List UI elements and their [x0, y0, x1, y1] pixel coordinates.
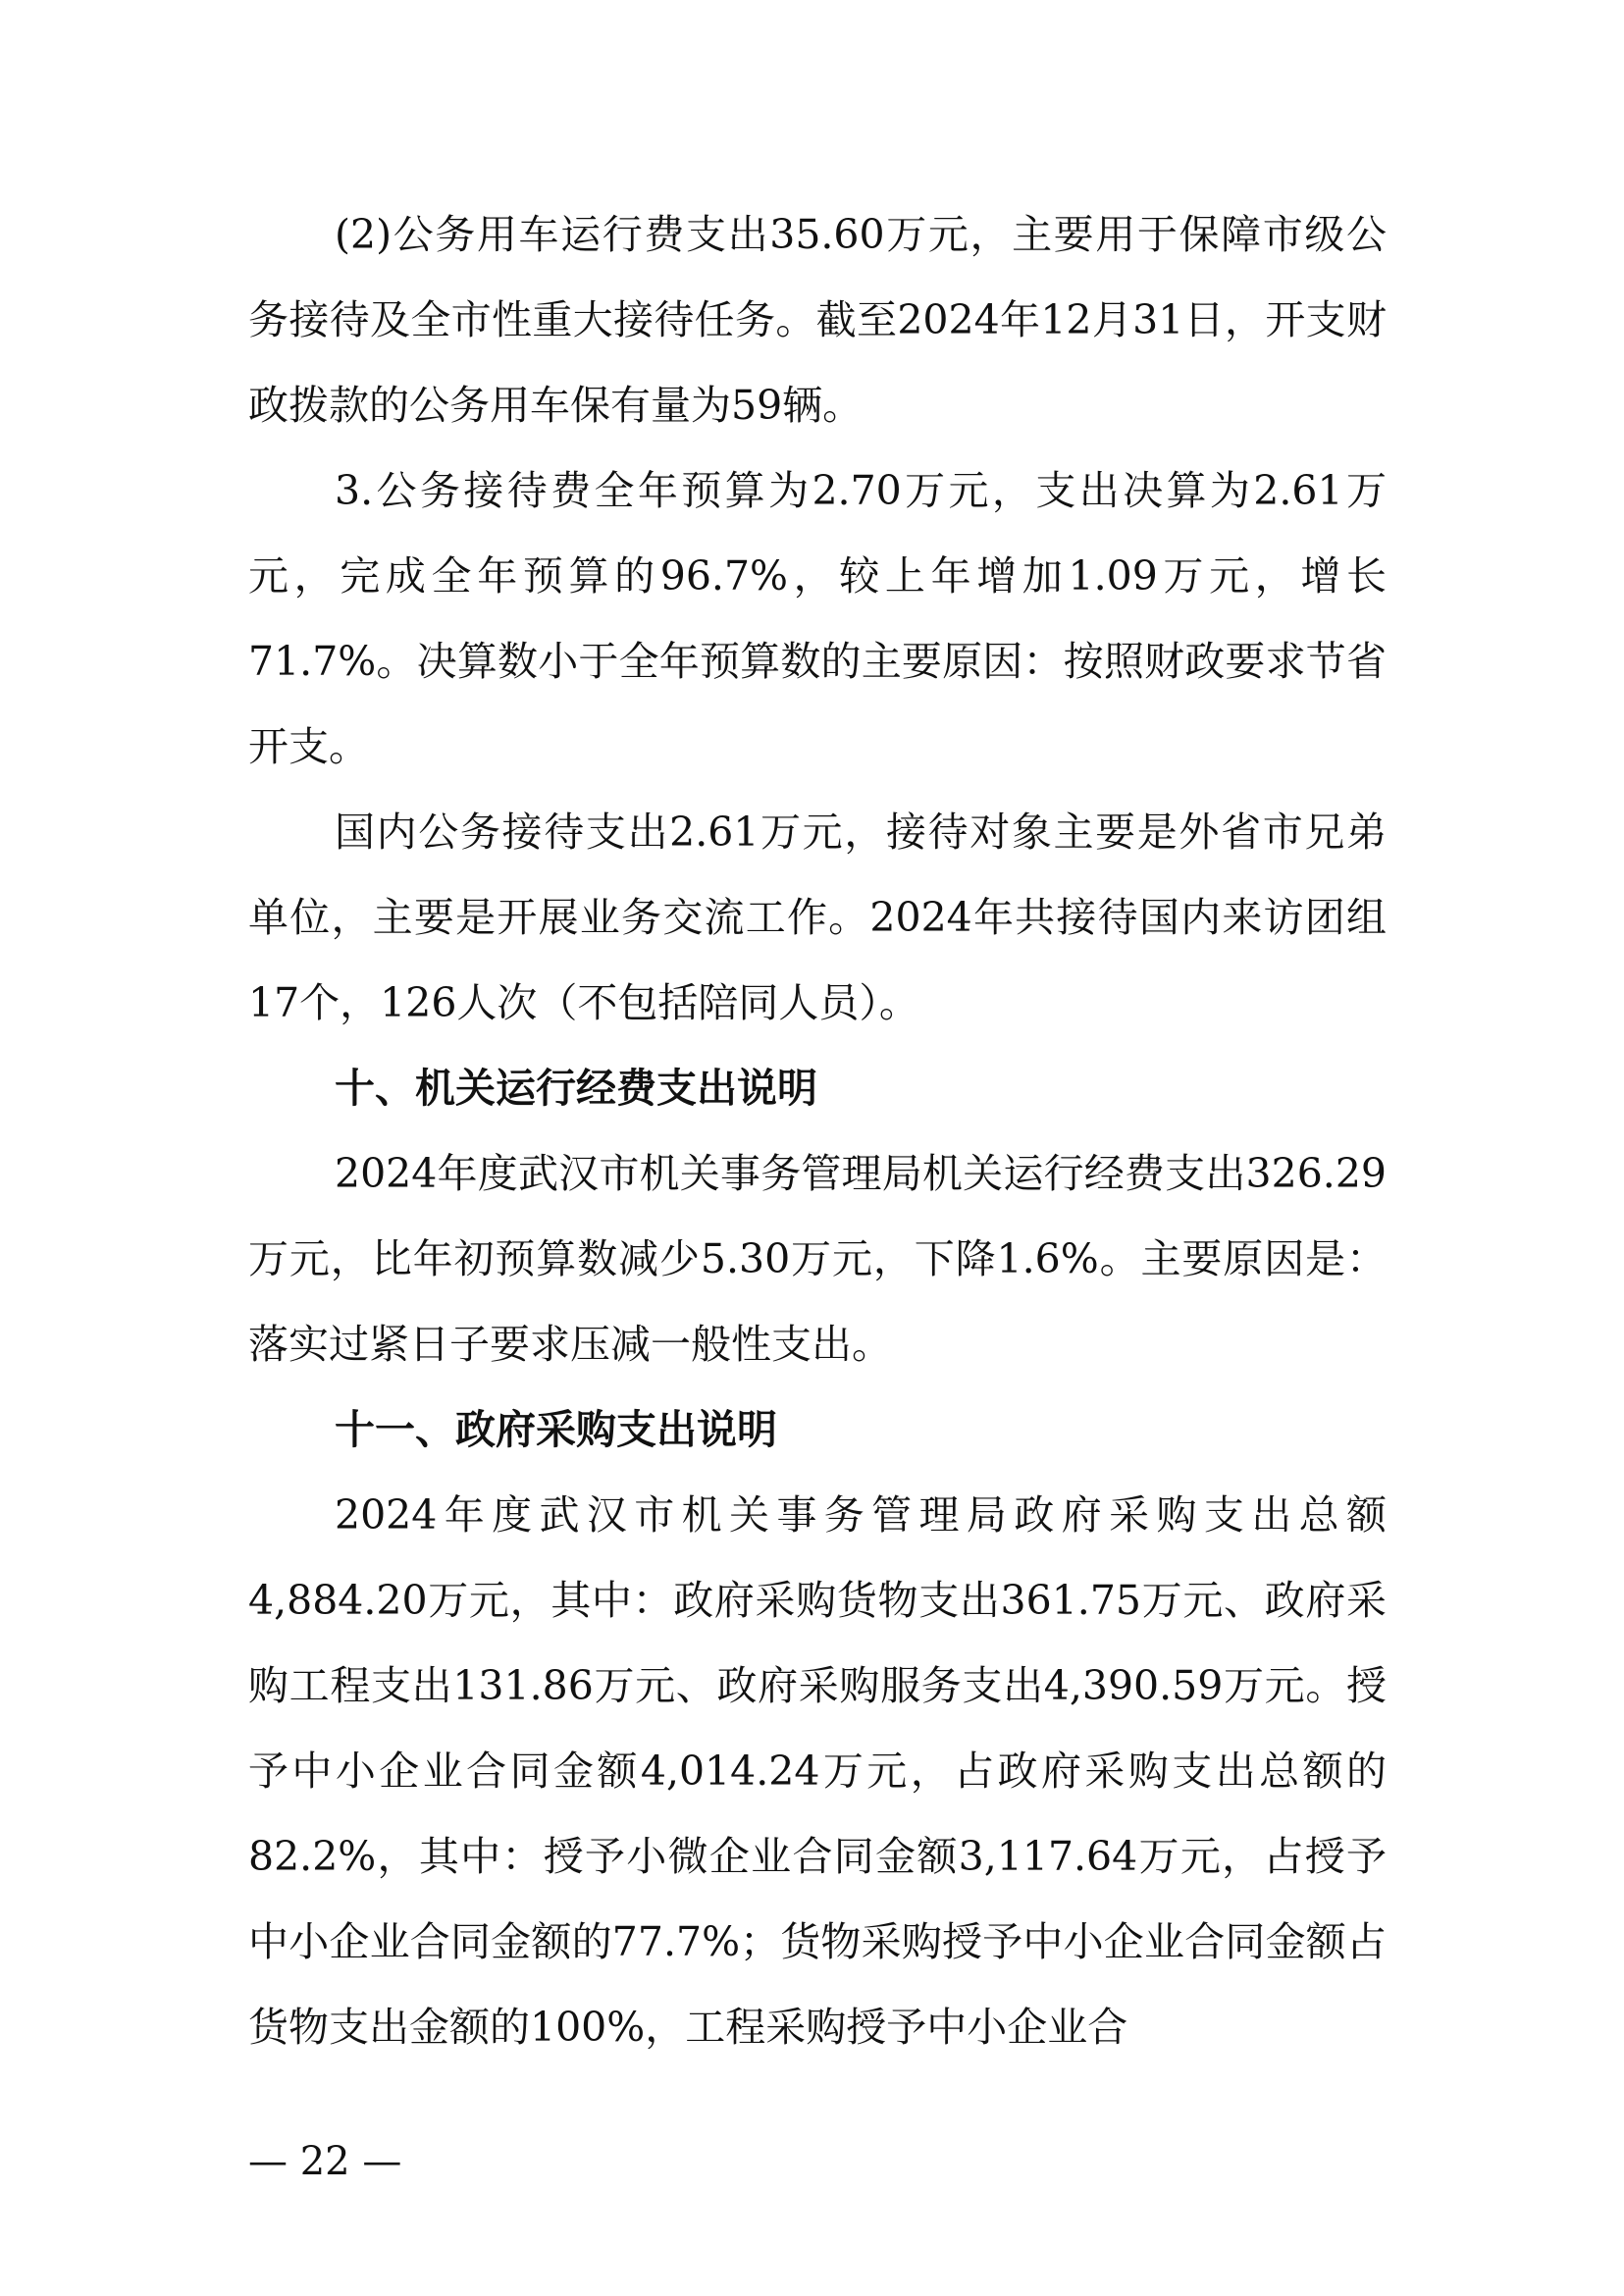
paragraph-domestic-reception: 国内公务接待支出2.61万元，接待对象主要是外省市兄弟单位，主要是开展业务交流工作。2024年共接待国内来访团组17个，126人次（不包括陪同人员）。 [248, 809, 1387, 1026]
section-heading-operating-expenses: 十、机关运行经费支出说明 [335, 1065, 817, 1112]
page-number: — 22 — [248, 2139, 402, 2184]
page-body [248, 192, 1387, 2070]
paragraph-government-procurement: 2024年度武汉市机关事务管理局政府采购支出总额4,884.20万元，其中：政府采购货物支出361.75万元、政府采购工程支出131.86万元、政府采购服务支出4,390.59万元。授予中小企业合同金额4,014.24万元，占政府采购支出总额的82.2%，其中：授予小微企业合同金额3,117.64万元，占授予中小企业合同金额的77.7%；货物采购授予中小企业合同金额占货物支出金额的100%，工程采购授予中小企业合 [248, 1491, 1387, 2051]
paragraph-vehicle-operation-cost: (2)公务用车运行费支出35.60万元，主要用于保障市级公务接待及全市性重大接待任务。截至2024年12月31日，开支财政拨款的公务用车保有量为59辆。 [248, 211, 1387, 429]
paragraph-operating-expenses: 2024年度武汉市机关事务管理局机关运行经费支出326.29万元，比年初预算数减少5.30万元，下降1.6%。主要原因是：落实过紧日子要求压减一般性支出。 [248, 1150, 1387, 1368]
paragraph-reception-budget: 3.公务接待费全年预算为2.70万元，支出决算为2.61万元，完成全年预算的96.7%，较上年增加1.09万元，增长71.7%。决算数小于全年预算数的主要原因：按照财政要求节省开支。 [248, 467, 1387, 770]
section-heading-government-procurement: 十一、政府采购支出说明 [335, 1406, 777, 1453]
